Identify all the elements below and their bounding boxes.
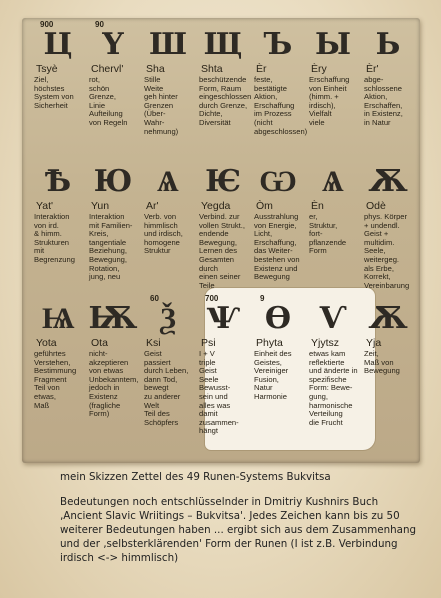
rune-card — [140, 294, 195, 431]
rune-glyph: Ь — [375, 27, 400, 62]
rune-card — [30, 157, 85, 294]
caption — [60, 470, 420, 565]
rune-grid — [30, 20, 415, 436]
rune-name: Òm — [256, 200, 273, 212]
rune-card — [250, 157, 305, 294]
rune-card — [195, 20, 250, 157]
rune-number: 90 — [95, 20, 104, 29]
rune-meaning: Zeit, Maß von Bewegung — [364, 349, 400, 376]
rune-name: Ota — [91, 337, 108, 349]
rune-glyph: Ѳ — [264, 301, 291, 336]
rune-name: Ѐr — [256, 63, 267, 75]
rune-name: Yegda — [201, 200, 231, 212]
rune-number: 900 — [40, 20, 54, 29]
rune-meaning: phys. Körper + undendl. Geist + multidim. Seele, weitergeg. als Erbe, Korrekt, Vereinbarung — [364, 212, 410, 290]
rune-name: Ar' — [146, 200, 159, 212]
rune-glyph: Ц — [43, 27, 72, 62]
rune-glyph: Ѩ — [41, 301, 74, 336]
rune-name: Ksi — [146, 337, 161, 349]
rune-meaning: Verb. von himmlisch und irdisch, homogene Struktur — [144, 212, 183, 256]
rune-card — [305, 294, 360, 431]
rune-name: Odè — [366, 200, 386, 212]
rune-glyph: Ѭ — [88, 301, 137, 336]
rune-number: 60 — [150, 294, 159, 303]
rune-card — [30, 294, 85, 431]
rune-meaning: er, Struktur, fort- pflanzende Form — [309, 212, 347, 256]
rune-meaning: Verbind. zur vollen Strukt., endende Bewegung, Lernen des Gesamten durch einen seiner Teile — [199, 212, 246, 290]
rune-card — [85, 157, 140, 294]
rune-glyph: Ѧ — [322, 164, 343, 199]
rune-name: Yjytsz — [311, 337, 340, 349]
rune-name: Yja — [366, 337, 382, 349]
rune-name: Yota — [36, 337, 57, 349]
rune-name: Psi — [201, 337, 216, 349]
rune-glyph: Ѫ — [368, 301, 407, 336]
rune-name: Phyta — [256, 337, 283, 349]
rune-glyph: Ѡ — [259, 164, 296, 199]
rune-card — [195, 294, 250, 436]
caption-description: Bedeutungen noch entschlüsselnder in Dmitriy Kushnirs Buch ‚Ancient Slavic Wriitings – Bukvitsa'. Jedes Zeichen kann bis zu 50 weiterer Bedeutungen haben ... ergibt sich aus dem Zusammenhang und der ‚selbsterklärenden' Form der Runen (I ist z.B. Verbindung irdisch <-> himmlisch) — [60, 496, 417, 564]
rune-glyph: Ѵ — [319, 301, 346, 336]
rune-number: 9 — [260, 294, 265, 303]
rune-glyph: Ѫ — [368, 164, 407, 199]
rune-meaning: geführtes Verstehen, Bestimmung Fragment Teil von etwas, Maß — [34, 349, 77, 410]
rune-glyph: Ѯ — [160, 301, 175, 336]
rune-meaning: beschützende Form, Raum eingeschlossen durch Grenze, Dichte, Diversität — [199, 75, 252, 127]
rune-meaning: abge- schlossene Aktion, Erschaffen, in Existenz, in Natur — [364, 75, 403, 127]
rune-meaning: I + V triple Geist Seele Bewusst- sein und alles was damit zusammen- hängt — [199, 349, 239, 436]
rune-number: 700 — [205, 294, 219, 303]
rune-meaning: Interaktion mit Familien- Kreis, tangentiale Beziehung, Bewegung, Rotation, jung, neu — [89, 212, 133, 282]
rune-meaning: Interaktion von ird. & himm. Strukturen mit Begrenzung — [34, 212, 75, 264]
rune-name: Yun — [91, 200, 110, 212]
rune-name: Ѐn — [311, 200, 324, 212]
rune-glyph: Ю — [93, 164, 132, 199]
rune-glyph: Ү — [102, 27, 123, 62]
rune-card — [305, 20, 360, 157]
rune-card — [360, 157, 415, 294]
rune-glyph: Ѱ — [206, 301, 239, 336]
rune-meaning: Geist passiert durch Leben, dann Tod, bewegt zu anderer Welt Teil des Schöpfers — [144, 349, 189, 427]
rune-card — [140, 157, 195, 294]
rune-name: Ѐry — [311, 63, 327, 75]
rune-card — [195, 157, 250, 294]
rune-glyph: Ш — [148, 27, 187, 62]
rune-name: Sha — [146, 63, 165, 75]
rune-glyph: Щ — [203, 27, 242, 62]
rune-glyph: Ъ — [263, 27, 292, 62]
rune-name: Chervl' — [91, 63, 124, 75]
rune-name: Yat' — [36, 200, 53, 212]
rune-meaning: rot, schön Grenze, Linie Aufteilung von Regeln — [89, 75, 128, 127]
rune-card — [305, 157, 360, 294]
rune-name: Tsyè — [36, 63, 58, 75]
rune-meaning: Stille Weite geh hinter Grenzen (Über- Wahr- nehmung) — [144, 75, 179, 136]
rune-card — [360, 20, 415, 157]
caption-title: mein Skizzen Zettel des 49 Runen-Systems Bukvitsa — [60, 471, 331, 483]
rune-name: Shta — [201, 63, 223, 75]
rune-meaning: Einheit des Geistes, Vereiniger Fusion, Natur Harmonie — [254, 349, 292, 401]
rune-glyph: Ѧ — [157, 164, 178, 199]
rune-card — [360, 294, 415, 431]
rune-meaning: feste, bestätigte Aktion, Erschaffung im Prozess (nicht abgeschlossen) — [254, 75, 308, 136]
rune-card — [30, 20, 85, 157]
rune-meaning: Ausstrahlung von Energie, Licht, Erschaffung, das Weiter- bestehen von Existenz und Bewegung — [254, 212, 300, 282]
rune-meaning: Ziel, höchstes System von Sicherheit — [34, 75, 74, 110]
rune-card — [85, 20, 140, 157]
rune-meaning: etwas kam reflektierte und änderte in spezifische Form: Bewe- gung, harmonische Verteilung die Frucht — [309, 349, 358, 427]
rune-glyph: Ѥ — [205, 164, 240, 199]
rune-meaning: nicht- akzeptieren von etwas Unbekanntem, jedoch in Existenz (fragliche Form) — [89, 349, 139, 419]
rune-card — [85, 294, 140, 431]
rune-name: Ѐr' — [366, 63, 379, 75]
rune-card — [250, 294, 305, 431]
rune-glyph: Ы — [314, 27, 351, 62]
rune-glyph: Ѣ — [44, 164, 71, 199]
rune-meaning: Erschaffung von Einheit (himm. + irdisch), Vielfalt viele — [309, 75, 350, 127]
rune-card — [250, 20, 308, 157]
rune-card — [140, 20, 195, 157]
